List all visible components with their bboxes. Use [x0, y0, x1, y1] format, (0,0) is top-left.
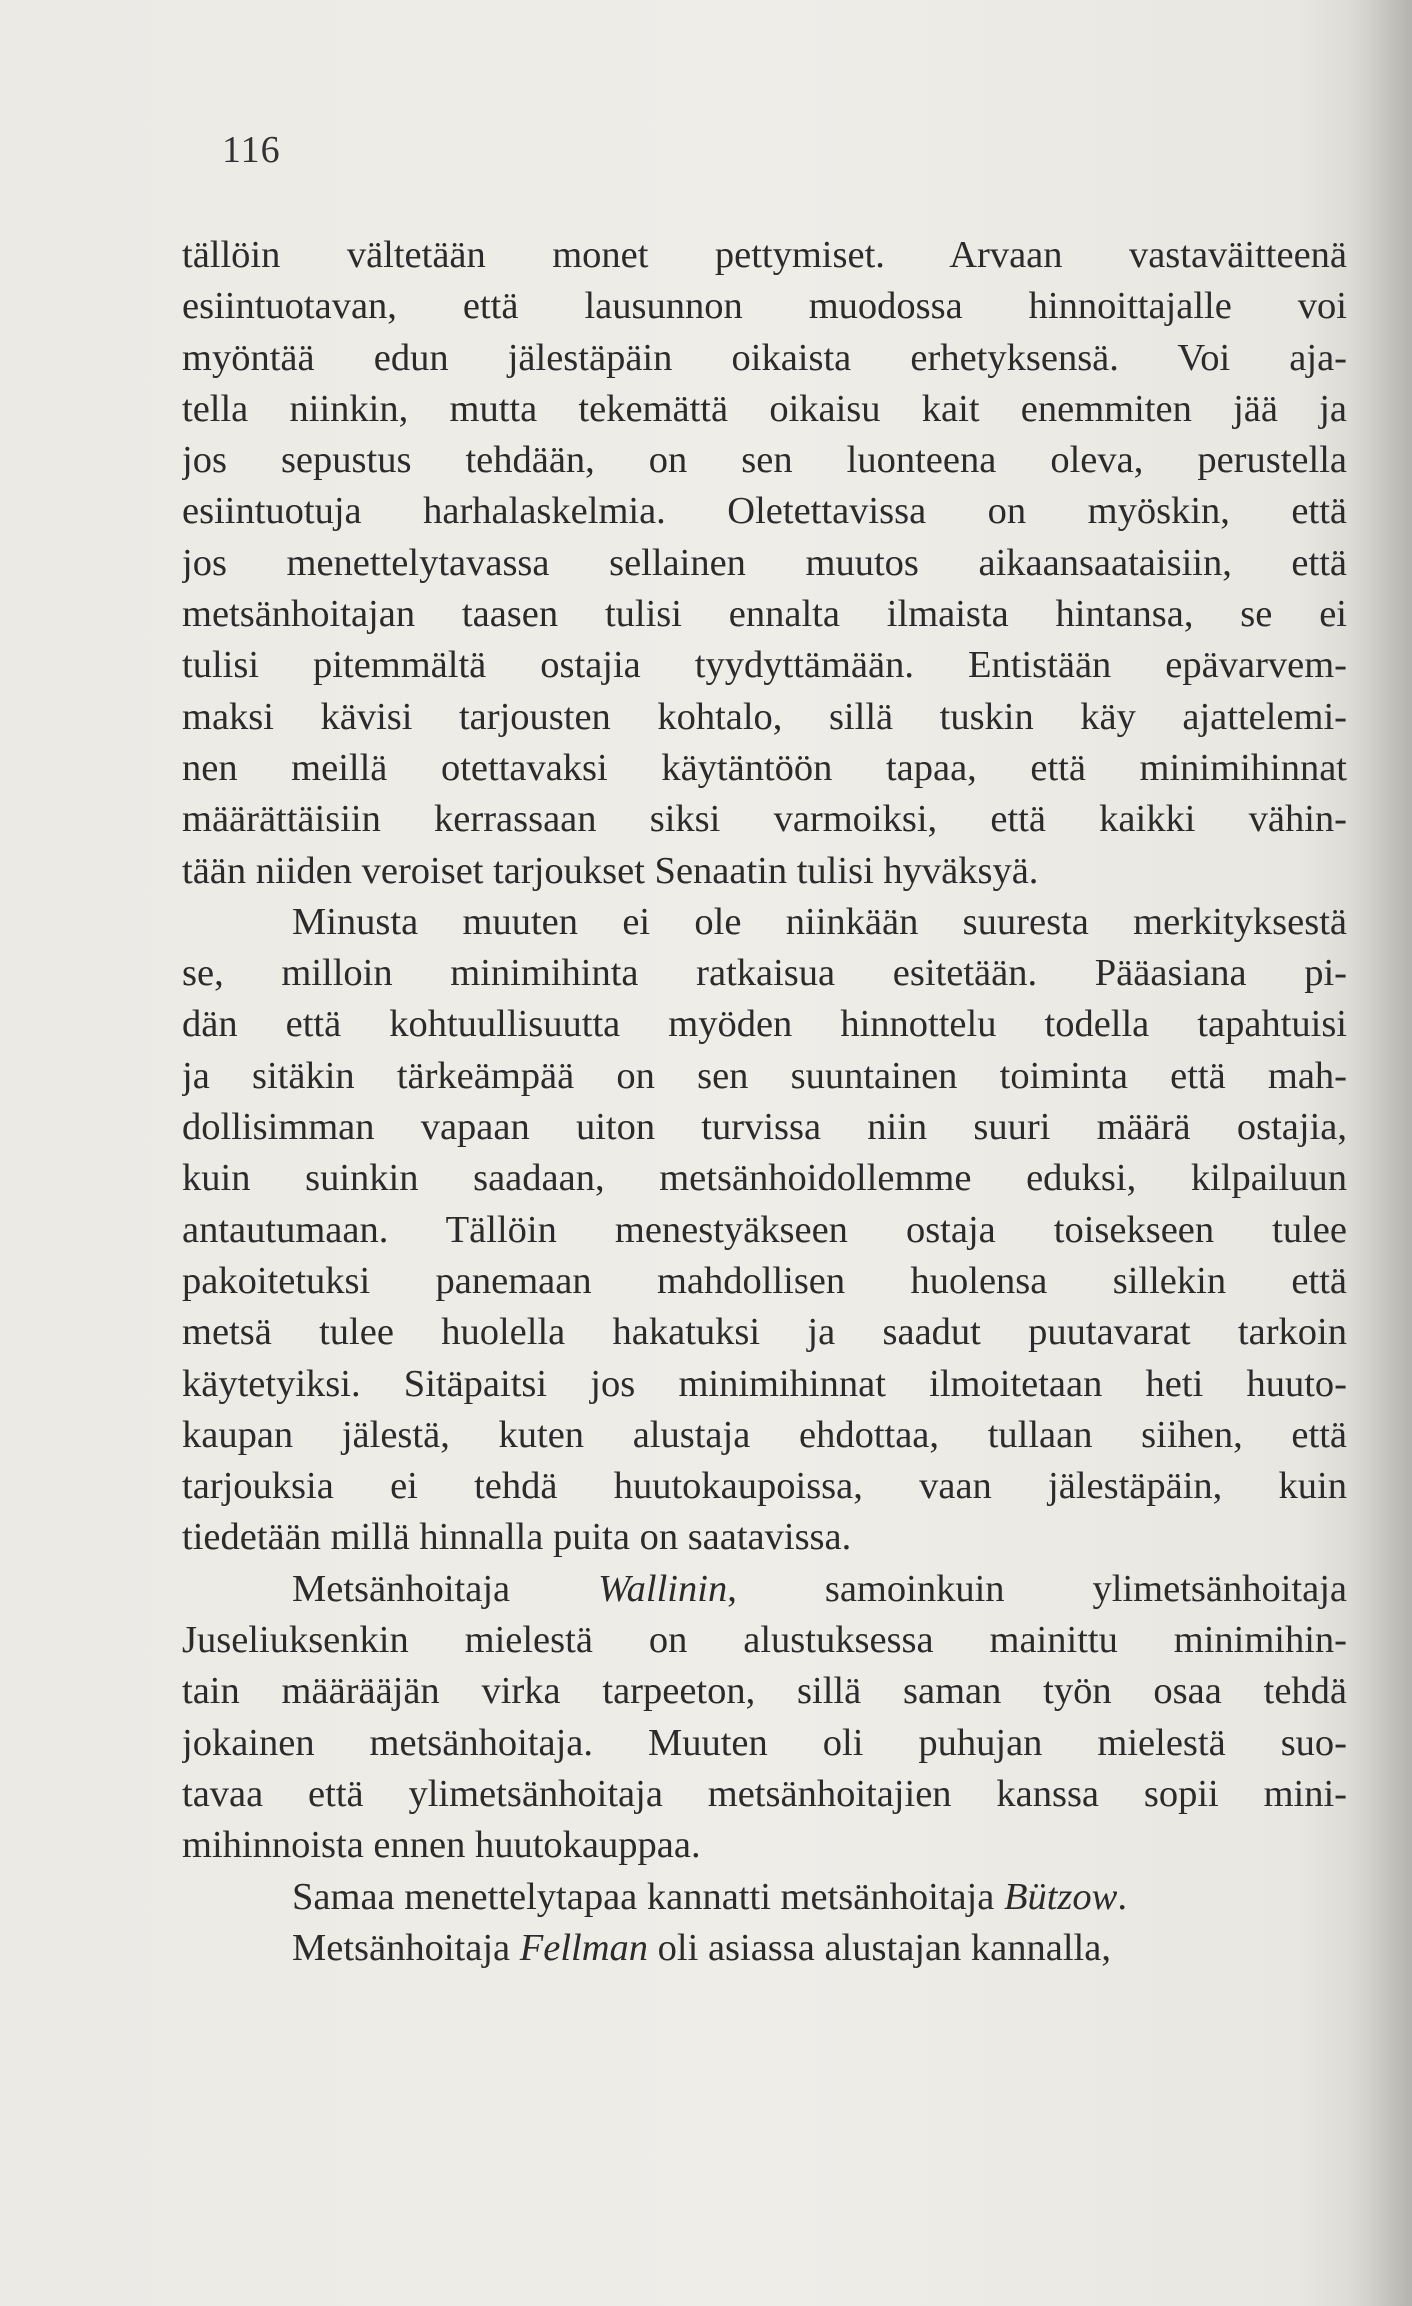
text-line: Juseliuksenkin mielestä on alustuksessa mainittu minimihin- — [182, 1619, 1347, 1662]
text-line: tavaa että ylimetsänhoitaja metsänhoitajien kanssa sopii mini- — [182, 1772, 1347, 1815]
text-line: maksi kävisi tarjousten kohtalo, sillä tuskin käy ajattelemi- — [182, 695, 1347, 738]
person-name: Wallinin — [598, 1567, 728, 1610]
text-line: antautumaan. Tällöin menestyäkseen ostaja toisekseen tulee — [182, 1208, 1347, 1251]
text-line — [182, 1872, 1347, 1923]
text-line: kuin suinkin saadaan, metsänhoidollemme eduksi, kilpailuun — [182, 1157, 1347, 1200]
text-line: dän että kohtuullisuutta myöden hinnottelu todella tapahtuisi — [182, 1003, 1347, 1046]
text-line: jokainen metsänhoitaja. Muuten oli puhujan mielestä suo- — [182, 1721, 1347, 1764]
text-line — [182, 1564, 1347, 1615]
text-line: tulisi pitemmältä ostajia tyydyttämään. Entistään epävarvem- — [182, 644, 1347, 687]
text-line: jos menettelytavassa sellainen muutos aikaansaataisiin, että — [182, 541, 1347, 584]
person-name: Fellman — [519, 1926, 649, 1969]
page-edge-shadow — [1352, 0, 1412, 2306]
line-text: Metsänhoitaja — [292, 1926, 520, 1969]
text-line: käytetyiksi. Sitäpaitsi jos minimihinnat ilmoitetaan heti huuto- — [182, 1362, 1347, 1405]
text-line: tella niinkin, mutta tekemättä oikaisu kait enemmiten jää ja — [182, 387, 1347, 430]
text-line: dollisimman vapaan uiton turvissa niin suuri määrä ostajia, — [182, 1106, 1347, 1149]
text-line: tään niiden veroiset tarjoukset Senaatin tulisi hyväksyä. — [182, 849, 1039, 892]
text-line: nen meillä otettavaksi käytäntöön tapaa, että minimihinnat — [182, 746, 1347, 789]
person-name: Bützow — [1003, 1875, 1118, 1918]
page-number: 116 — [222, 129, 281, 171]
text-line: metsänhoitajan taasen tulisi ennalta ilmaista hintansa, se ei — [182, 593, 1347, 636]
text-line: tarjouksia ei tehdä huutokaupoissa, vaan jälestäpäin, kuin — [182, 1465, 1347, 1508]
line-text: . — [1117, 1875, 1127, 1918]
text-line: määrättäisiin kerrassaan siksi varmoiksi, että kaikki vähin- — [182, 798, 1347, 841]
line-text: Metsänhoitaja — [292, 1567, 599, 1610]
text-line: myöntää edun jälestäpäin oikaista erhetyksensä. Voi aja- — [182, 336, 1347, 379]
text-line: tällöin vältetään monet pettymiset. Arvaan vastaväitteenä — [182, 234, 1347, 276]
body-text — [182, 230, 1347, 1974]
text-line: se, milloin minimihinta ratkaisua esitetään. Pääasiana pi- — [182, 952, 1347, 995]
line-text: oli asiassa alustajan kannalla, — [648, 1926, 1111, 1969]
text-line: kaupan jälestä, kuten alustaja ehdottaa, tullaan siihen, että — [182, 1413, 1347, 1456]
text-line: esiintuotavan, että lausunnon muodossa hinnoittajalle voi — [182, 285, 1347, 328]
text-line: ja sitäkin tärkeämpää on sen suuntainen toiminta että mah- — [182, 1054, 1347, 1097]
text-line — [182, 1923, 1347, 1974]
line-text: Samaa menettelytapaa kannatti metsänhoitaja — [292, 1875, 1004, 1918]
text-line: jos sepustus tehdään, on sen luonteena oleva, perustella — [182, 439, 1347, 482]
text-line: metsä tulee huolella hakatuksi ja saadut puutavarat tarkoin — [182, 1311, 1347, 1354]
text-line: Minusta muuten ei ole niinkään suuresta merkityksestä — [292, 900, 1347, 943]
text-line: pakoitetuksi panemaan mahdollisen huolensa sillekin että — [182, 1259, 1347, 1302]
text-line: esiintuotuja harhalaskelmia. Oletettavissa on myöskin, että — [182, 490, 1347, 533]
text-line: tiedetään millä hinnalla puita on saatavissa. — [182, 1516, 852, 1559]
text-line: tain määrääjän virka tarpeeton, sillä saman työn osaa tehdä — [182, 1670, 1347, 1713]
text-line: mihinnoista ennen huutokauppaa. — [182, 1824, 701, 1867]
line-text: , samoinkuin ylimetsänhoitaja — [727, 1567, 1347, 1610]
